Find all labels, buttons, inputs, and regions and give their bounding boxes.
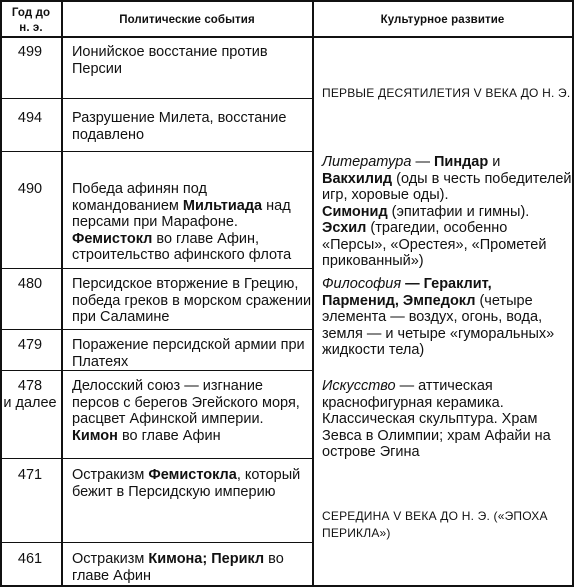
culture-philosophy: Философия — Гераклит, Парменид, Эмпедокл (четыре элемента — воздух, огонь, вода, земля — и четыре «гуморальных» жидкости тела) xyxy=(322,276,555,358)
person-name: Кимона; Перикл xyxy=(148,551,265,567)
year-cell: 490 xyxy=(17,181,43,197)
header-political: Политические события xyxy=(119,14,255,26)
header-cultural: Культурное развитие xyxy=(380,14,505,26)
header-year: Год до н. э. xyxy=(11,7,51,34)
year-cell: 478 и далее xyxy=(3,378,57,411)
category-label: Литература xyxy=(322,154,412,170)
row-separator xyxy=(0,458,312,459)
person-name: Фемистокл xyxy=(72,230,153,247)
event-cell: Остракизм Фемистокла, который бежит в Персидскую империю xyxy=(72,467,301,500)
culture-art: Искусство — аттическая краснофигурная керамика. Классическая скульптура. Храм Зевса в Олимпии; храм Афайи на острове Эгина xyxy=(322,378,551,460)
row-separator xyxy=(0,98,312,99)
row-separator xyxy=(0,151,312,152)
table-top-border xyxy=(0,0,574,2)
event-cell: Разрушение Милета, восстание подавлено xyxy=(72,110,287,143)
table-bottom-border xyxy=(0,585,574,587)
category-label: Искусство xyxy=(322,378,396,394)
row-separator xyxy=(0,329,312,330)
event-cell: Персидское вторжение в Грецию, победа греков в морском сражении при Саламине xyxy=(72,276,312,325)
period-heading: ПЕРВЫЕ ДЕСЯТИЛЕТИЯ V ВЕКА ДО Н. Э. xyxy=(322,86,571,100)
year-cell: 480 xyxy=(17,276,43,292)
event-cell: Делосский союз — изгнание персов с берегов Эгейского моря, расцвет Афинской империи. Кимон во главе Афин xyxy=(72,378,300,444)
year-cell: 471 xyxy=(17,467,43,483)
person-name: Мильтиада xyxy=(182,197,263,214)
event-cell: Поражение персидской армии при Платеях xyxy=(72,337,305,370)
row-separator xyxy=(0,268,312,269)
culture-literature: Литература — Пиндар и Вакхилид (оды в честь победителей игр, хоровые оды). Симонид (эпитафии и гимны). Эсхил (трагедии, особенно «Персы», «Орестея», «Прометей прикованный») xyxy=(322,154,572,269)
event-cell: Победа афинян под командованием Мильтиада над персами при Марафоне. Фемистокл во главе Афин, строительство афинского флота xyxy=(72,181,292,263)
table-right-border xyxy=(572,0,574,587)
year-cell: 494 xyxy=(17,110,43,126)
year-cell: 499 xyxy=(17,44,43,60)
header-bottom-border xyxy=(0,36,574,38)
person-name: Кимон xyxy=(72,427,118,444)
row-separator xyxy=(0,542,312,543)
category-label: Философия xyxy=(322,276,402,292)
event-cell: Ионийское восстание против Персии xyxy=(72,44,268,77)
column-divider-political xyxy=(312,0,314,587)
row-separator xyxy=(0,370,312,371)
event-cell: Остракизм Кимона; Перикл во главе Афин xyxy=(72,551,284,584)
year-cell: 479 xyxy=(17,337,43,353)
period-heading: СЕРЕДИНА V ВЕКА ДО Н. Э. («ЭПОХА ПЕРИКЛА») xyxy=(322,509,548,540)
table-left-border xyxy=(0,0,2,587)
column-divider-year xyxy=(61,0,63,587)
person-name: Фемистокла xyxy=(148,467,237,483)
year-cell: 461 xyxy=(17,551,43,567)
